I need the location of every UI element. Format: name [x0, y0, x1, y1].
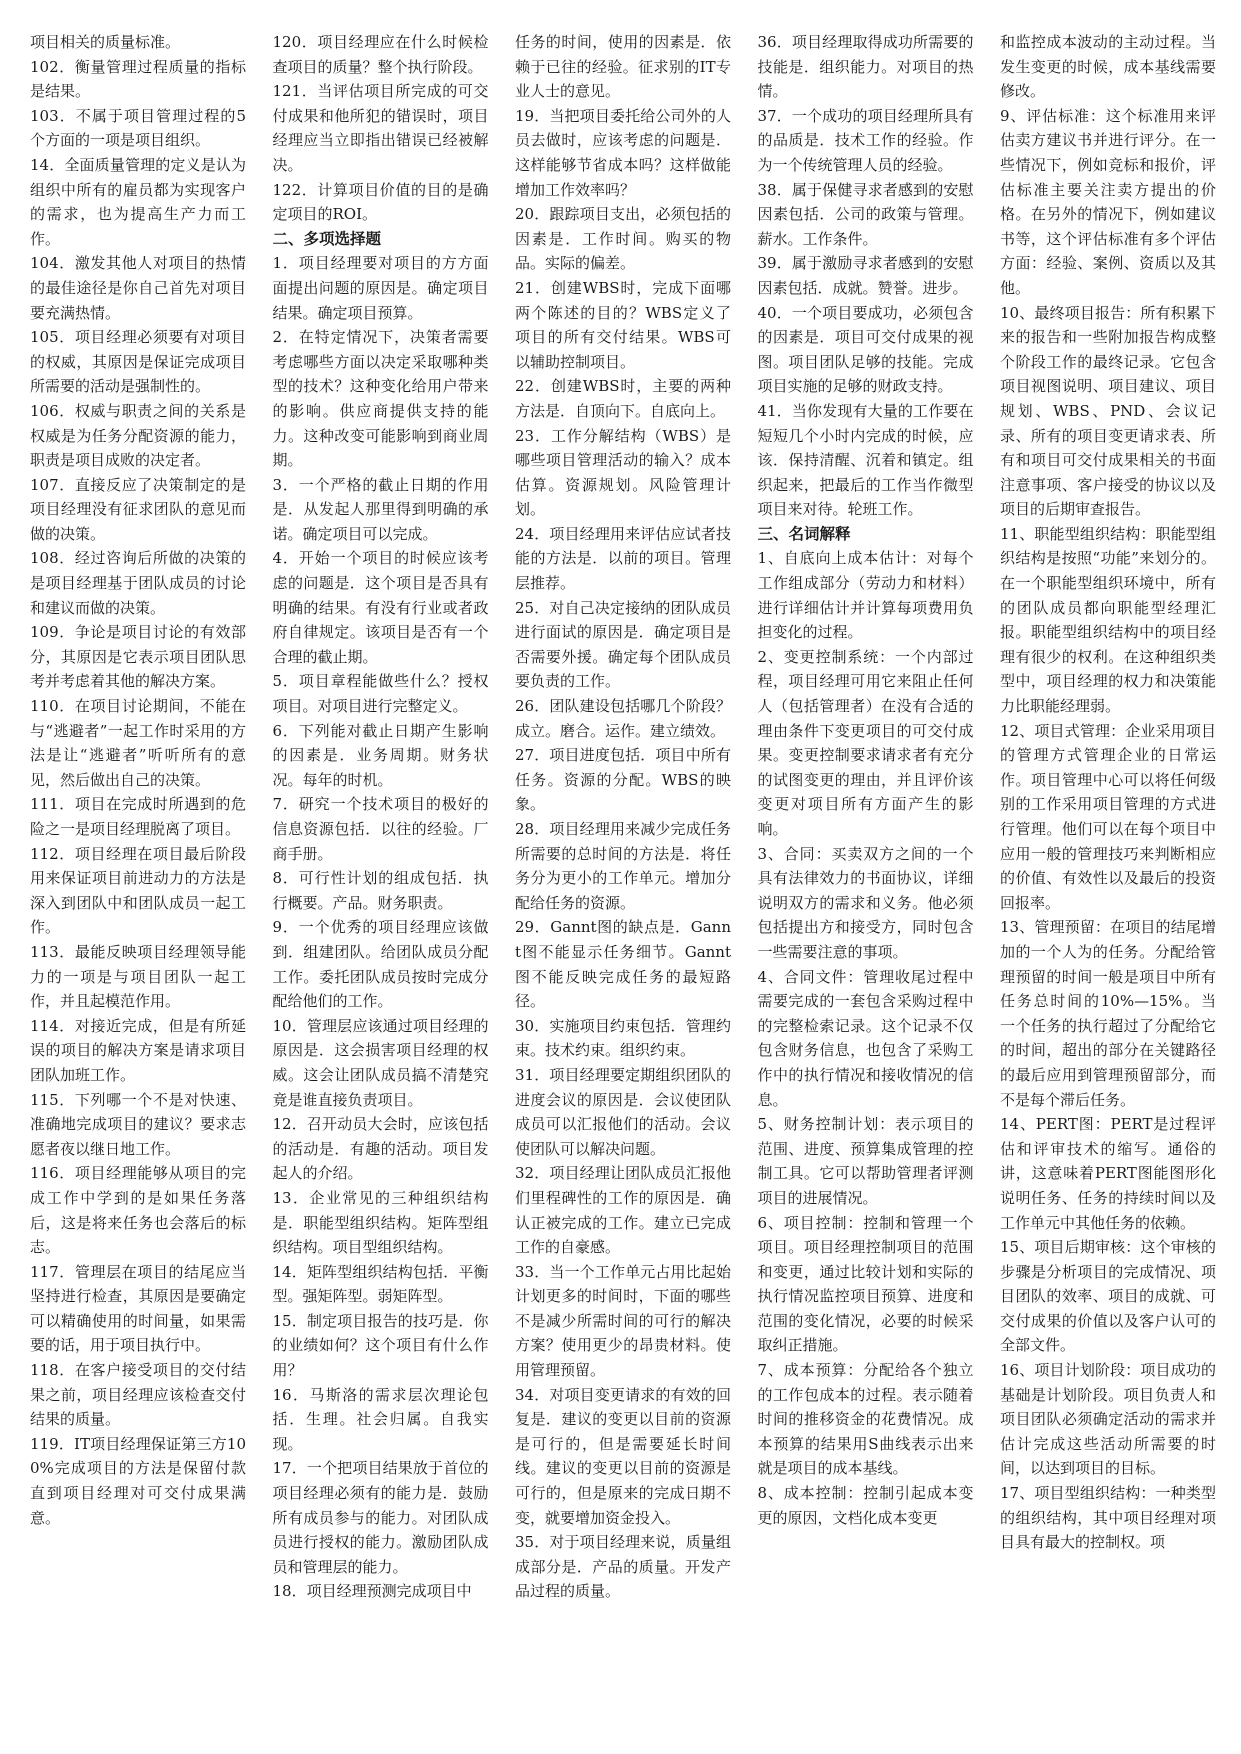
paragraph: 38．属于保健寻求者感到的安慰因素包括．公司的政策与管理。薪水。工作条件。 [757, 180, 974, 248]
paragraph: 3．一个严格的截止日期的作用是．从发起人那里得到明确的承诺。确定项目可以完成。 [272, 475, 489, 543]
section-heading: 二、多项选择题 [272, 229, 382, 248]
paragraph: 108．经过咨询后所做的决策的是项目经理基于团队成员的讨论和建议而做的决策。 [30, 549, 246, 617]
paragraph: 5、财务控制计划：表示项目的范围、进度、预算集成管理的控制工具。它可以帮助管理者评测项目的进展情况。 [757, 1115, 974, 1207]
paragraph: 120．项目经理应在什么时候检查项目的质量？整个执行阶段。 [272, 33, 489, 76]
paragraph: 33．当一个工作单元占用比起始计划更多的时间时，下面的哪些不是减少所需时间的可行的解决方案？使用更少的昂贵材料。使用管理预留。 [515, 1262, 731, 1380]
paragraph: 14．全面质量管理的定义是认为组织中所有的雇员都为实现客户的需求，也为提高生产力而工作。 [30, 155, 246, 248]
paragraph: 2．在特定情况下，决策者需要考虑哪些方面以决定采取哪种类型的技术？这种变化给用户带来的影响。供应商提供支持的能力。这种改变可能影响到商业周期。 [272, 328, 489, 470]
paragraph: 任务的时间，使用的因素是．依赖于已往的经验。征求别的IT专业人士的意见。 [515, 33, 731, 101]
paragraph: 13、管理预留：在项目的结尾增加的一个人为的任务。分配给管理预留的时间一般是项目中所有任务总时间的10%—15%。当一个任务的执行超过了分配给它的时间，超出的部分在关键路径的最后应用到管理预留部分，而不是每个滞后任务。 [1000, 918, 1216, 1109]
paragraph: 项目相关的质量标准。 [30, 33, 181, 51]
paragraph: 36．项目经理取得成功所需要的技能是．组织能力。对项目的热情。 [757, 33, 974, 101]
paragraph: 107．直接反应了决策制定的是项目经理没有征求团队的意见而做的决策。 [30, 475, 246, 543]
paragraph: 20．跟踪项目支出，必须包括的因素是．工作时间。购买的物品。实际的偏差。 [515, 205, 731, 273]
paragraph: 1．项目经理要对项目的方方面面提出问题的原因是。确定项目结果。确定项目预算。 [272, 254, 489, 322]
text-column-4 [758, 30, 974, 1730]
paragraph: 10．管理层应该通过项目经理的原因是．这会损害项目经理的权威。这会让团队成员搞不清楚究竟是谁直接负责项目。 [272, 1016, 489, 1109]
paragraph: 102．衡量管理过程质量的指标是结果。 [30, 57, 246, 101]
paragraph: 15．制定项目报告的技巧是．你的业绩如何？这个项目有什么作用？ [272, 1311, 489, 1380]
paragraph: 28．项目经理用来减少完成任务所需要的总时间的方法是．将任务分为更小的工作单元。增加分配给任务的资源。 [515, 820, 731, 912]
paragraph: 3、合同：买卖双方之间的一个具有法律效力的书面协议，详细说明双方的需求和义务。他必须包括提出方和接受方，同时包含一些需要注意的事项。 [757, 844, 974, 961]
paragraph: 13．企业常见的三种组织结构是．职能型组织结构。矩阵型组织结构。项目型组织结构。 [272, 1188, 489, 1257]
paragraph: 116．项目经理能够从项目的完成工作中学到的是如果任务落后，这是将来任务也会落后的标志。 [30, 1164, 246, 1257]
paragraph: 119．IT项目经理保证第三方100%完成项目的方法是保留付款直到项目经理对可交付成果满意。 [30, 1434, 246, 1527]
paragraph: 117．管理层在项目的结尾应当坚持进行检查，其原因是要确定可以精确使用的时间量，如果需要的话，用于项目执行中。 [30, 1262, 246, 1355]
paragraph: 103．不属于项目管理过程的5个方面的一项是项目组织。 [30, 106, 246, 150]
paragraph: 和监控成本波动的主动过程。当发生变更的时候，成本基线需要修改。 [1000, 33, 1216, 101]
paragraph: 112．项目经理在项目最后阶段用来保证项目前进动力的方法是深入到团队中和团队成员一起工作。 [30, 844, 246, 937]
text-column-5 [1000, 30, 1216, 1730]
paragraph: 18．项目经理预测完成项目中 [272, 1582, 472, 1601]
paragraph: 31．项目经理要定期组织团队的进度会议的原因是．会议使团队成员可以汇报他们的活动。会议使团队可以解决问题。 [515, 1065, 731, 1158]
text-column-2 [273, 30, 489, 1730]
paragraph: 115．下列哪一个不是对快速、准确地完成项目的建议？要求志愿者夜以继日地工作。 [30, 1090, 246, 1158]
paragraph: 121．当评估项目所完成的可交付成果和他所犯的错误时，项目经理应当立即指出错误已经被解决。 [272, 82, 489, 174]
text-column-3 [515, 30, 731, 1730]
paragraph: 114．对接近完成，但是有所延误的项目的解决方案是请求项目团队加班工作。 [30, 1016, 246, 1084]
paragraph: 110．在项目讨论期间，不能在与“逃避者”一起工作时采用的方法是让“逃避者”听听所有的意见，然后做出自己的决策。 [30, 697, 246, 789]
paragraph: 7．研究一个技术项目的极好的信息资源包括．以往的经验。厂商手册。 [272, 795, 489, 863]
paragraph: 4、合同文件：管理收尾过程中需要完成的一套包含采购过程中的完整检索记录。这个记录不仅包含财务信息，也包含了采购工作中的执行情况和接收情况的信息。 [757, 967, 974, 1109]
paragraph: 23．工作分解结构（WBS）是哪些项目管理活动的输入？成本估算。资源规划。风险管理计划。 [515, 426, 731, 519]
paragraph: 29．Gannt图的缺点是．Gannt图不能显示任务细节。Gannt图不能反映完成任务的最短路径。 [515, 918, 731, 1011]
paragraph: 16、项目计划阶段：项目成功的基础是计划阶段。项目负责人和项目团队必须确定活动的需求并估计完成这些活动所需要的时间，以达到项目的目标。 [1000, 1361, 1216, 1478]
paragraph: 15、项目后期审核：这个审核的步骤是分析项目的完成情况、项目团队的效率、项目的成就、可交付成果的价值以及客户认可的全部文件。 [1000, 1238, 1216, 1355]
paragraph: 11、职能型组织结构：职能型组织结构是按照“功能”来划分的。在一个职能型组织环境中，所有的团队成员都向职能型经理汇报。职能型组织结构中的项目经理有很少的权利。在这种组织类型中，项目经理的权力和决策能力比职能经理弱。 [1000, 524, 1216, 716]
paragraph: 6、项目控制：控制和管理一个项目。项目经理控制项目的范围和变更，通过比较计划和实际的执行情况监控项目预算、进度和范围的变化情况，必要的时候采取纠正措施。 [757, 1213, 974, 1355]
paragraph: 104．激发其他人对项目的热情的最佳途径是你自己首先对项目要充满热情。 [30, 254, 246, 322]
paragraph: 14．矩阵型组织结构包括．平衡型。强矩阵型。弱矩阵型。 [272, 1262, 489, 1306]
paragraph: 24．项目经理用来评估应试者技能的方法是．以前的项目。管理层推荐。 [515, 524, 731, 593]
paragraph: 37．一个成功的项目经理所具有的品质是．技术工作的经验。作为一个传统管理人员的经验。 [757, 106, 974, 174]
paragraph: 22．创建WBS时，主要的两种方法是．自顶向下。自底向上。 [515, 377, 731, 420]
paragraph: 25．对自己决定接纳的团队成员进行面试的原因是．确定项目是否需要外援。确定每个团队成员要负责的工作。 [515, 598, 731, 691]
paragraph: 12．召开动员大会时，应该包括的活动是．有趣的活动。项目发起人的介绍。 [272, 1115, 489, 1183]
paragraph: 118．在客户接受项目的交付结果之前，项目经理应该检查交付结果的质量。 [30, 1361, 246, 1429]
text-column-1 [30, 30, 246, 1730]
paragraph: 7、成本预算：分配给各个独立的工作包成本的过程。表示随着时间的推移资金的花费情况。成本预算的结果用S曲线表示出来就是项目的成本基线。 [757, 1361, 974, 1478]
paragraph: 2、变更控制系统：一个内部过程，项目经理可用它来阻止任何人（包括管理者）在没有合适的理由条件下变更项目的可交付成果。变更控制要求请求者有充分的试图变更的理由，并且评价该变更对项目所有方面产生的影响。 [757, 647, 974, 838]
paragraph: 17、项目型组织结构：一种类型的组织结构，其中项目经理对项目具有最大的控制权。项 [1000, 1484, 1216, 1552]
paragraph: 32．项目经理让团队成员汇报他们里程碑性的工作的原因是．确认正被完成的工作。建立已完成工作的自豪感。 [515, 1164, 731, 1257]
paragraph: 35．对于项目经理来说，质量组成部分是．产品的质量。开发产品过程的质量。 [515, 1533, 731, 1601]
section-heading: 三、名词解释 [757, 524, 851, 543]
paragraph: 109．争论是项目讨论的有效部分，其原因是它表示项目团队思考并考虑着其他的解决方案。 [30, 623, 246, 691]
paragraph: 10、最终项目报告：所有积累下来的报告和一些附加报告构成整个阶段工作的最终记录。它包含项目视图说明、项目建议、项目规划、WBS、PND、会议记录、所有的项目变更请求表、所有和项目可交付成果相关的书面注意事项、客户接受的协议以及项目的后期审查报告。 [1000, 303, 1216, 519]
paragraph: 6．下列能对截止日期产生影响的因素是．业务周期。财务状况。每年的时机。 [272, 721, 489, 789]
document-page [30, 30, 1216, 1730]
paragraph: 19．当把项目委托给公司外的人员去做时，应该考虑的问题是．这样能够节省成本吗？这样做能增加工作效率吗？ [515, 106, 731, 199]
paragraph: 40．一个项目要成功，必须包含的因素是．项目可交付成果的视图。项目团队足够的技能。完成项目实施的足够的财政支持。 [757, 303, 974, 396]
paragraph: 39．属于激励寻求者感到的安慰因素包括．成就。赞誉。进步。 [757, 254, 974, 297]
paragraph: 9．一个优秀的项目经理应该做到．组建团队。给团队成员分配工作。委托团队成员按时完成分配给他们的工作。 [272, 918, 489, 1011]
paragraph: 14、PERT图：PERT是过程评估和评审技术的缩写。通俗的讲，这意味着PERT图能图形化说明任务、任务的持续时间以及工作单元中其他任务的依赖。 [1000, 1115, 1216, 1232]
paragraph: 113．最能反映项目经理领导能力的一项是与项目团队一起工作，并且起模范作用。 [30, 942, 246, 1011]
paragraph: 1、自底向上成本估计：对每个工作组成部分（劳动力和材料）进行详细估计并计算每项费用负担变化的过程。 [757, 549, 974, 642]
paragraph: 16．马斯洛的需求层次理论包括．生理。社会归属。自我实现。 [272, 1385, 489, 1453]
paragraph: 30．实施项目约束包括．管理约束。技术约束。组织约束。 [515, 1016, 731, 1060]
paragraph: 26．团队建设包括哪几个阶段？成立。磨合。运作。建立绩效。 [515, 697, 731, 740]
paragraph: 4．开始一个项目的时候应该考虑的问题是．这个项目是否具有明确的结果。有没有行业或者政府自律规定。该项目是否有一个合理的截止期。 [272, 549, 489, 666]
paragraph: 106．权威与职责之间的关系是权威是为任务分配资源的能力，职责是项目成败的决定者。 [30, 401, 246, 470]
paragraph: 5．项目章程能做些什么？授权项目。对项目进行完整定义。 [272, 672, 489, 716]
paragraph: 9、评估标准：这个标准用来评估卖方建议书并进行评分。在一些情况下，例如竞标和报价，评估标准主要关注卖方提出的价格。在另外的情况下，例如建议书等，这个评估标准有多个评估方面：经验、案例、资质以及其他。 [1000, 106, 1216, 297]
paragraph: 17．一个把项目结果放于首位的项目经理必须有的能力是．鼓励所有成员参与的能力。对团队成员进行授权的能力。激励团队成员和管理层的能力。 [272, 1459, 489, 1576]
paragraph: 21．创建WBS时，完成下面哪两个陈述的目的？WBS定义了项目的所有交付结果。WBS可以辅助控制项目。 [515, 278, 731, 371]
paragraph: 34．对项目变更请求的有效的回复是．建议的变更以目前的资源是可行的，但是需要延长时间线。建议的变更以目前的资源是可行的，但是原来的完成日期不变，就要增加资金投入。 [515, 1385, 731, 1527]
paragraph: 122．计算项目价值的目的是确定项目的ROI。 [272, 180, 489, 224]
paragraph: 41．当你发现有大量的工作要在短短几个小时内完成的时候，应该．保持清醒、沉着和镇定。组织起来，把最后的工作当作微型项目来对待。轮班工作。 [757, 401, 974, 519]
paragraph: 27．项目进度包括．项目中所有任务。资源的分配。WBS的映象。 [515, 746, 731, 814]
paragraph: 105．项目经理必须要有对项目的权威，其原因是保证完成项目所需要的活动是强制性的。 [30, 328, 246, 396]
paragraph: 111．项目在完成时所遇到的危险之一是项目经理脱离了项目。 [30, 795, 246, 838]
paragraph: 8．可行性计划的组成包括．执行概要。产品。财务职责。 [272, 869, 489, 912]
paragraph: 8、成本控制：控制引起成本变更的原因，文档化成本变更 [757, 1484, 974, 1527]
paragraph: 12、项目式管理：企业采用项目的管理方式管理企业的日常运作。项目管理中心可以将任何级别的工作采用项目管理的方式进行管理。他们可以在每个项目中应用一般的管理技巧来判断相应的价值、有效性以及最后的投资回报率。 [1000, 721, 1216, 912]
